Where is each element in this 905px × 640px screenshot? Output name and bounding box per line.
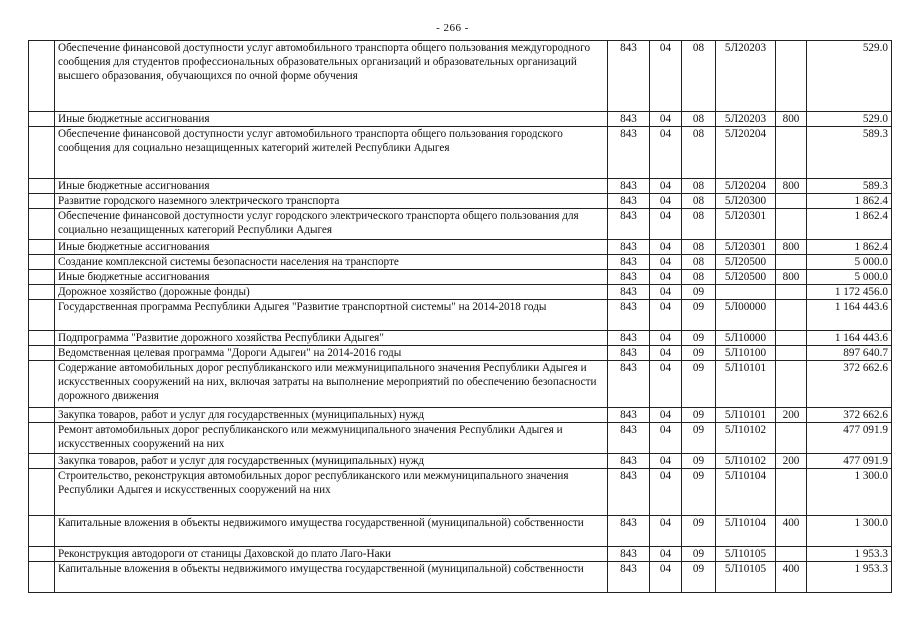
row-name-cell: Создание комплексной системы безопасности населения на транспорте	[55, 255, 608, 270]
row-name-cell: Иные бюджетные ассигнования	[55, 270, 608, 285]
row-expense-cell	[776, 255, 807, 270]
row-expense-cell	[776, 346, 807, 361]
row-article-cell: 5Л10105	[716, 547, 776, 562]
table-row	[29, 423, 892, 454]
row-subsection-cell: 08	[682, 240, 716, 255]
row-name-cell: Государственная программа Республики Адыгея "Развитие транспортной системы" на 2014-2018 годы	[55, 300, 608, 331]
row-expense-cell: 800	[776, 112, 807, 127]
row-amount-cell: 529.0	[807, 41, 892, 112]
table-row	[29, 41, 892, 112]
row-subsection-cell: 09	[682, 331, 716, 346]
row-blank-cell	[29, 41, 55, 112]
row-expense-cell	[776, 300, 807, 331]
row-name-cell: Иные бюджетные ассигнования	[55, 179, 608, 194]
row-article-cell: 5Л10101	[716, 408, 776, 423]
row-name-cell: Закупка товаров, работ и услуг для государственных (муниципальных) нужд	[55, 408, 608, 423]
row-subsection-cell: 08	[682, 209, 716, 240]
row-name-cell: Содержание автомобильных дорог республиканского или межмуниципального значения Республики Адыгея и искусственных сооружений на них, включая затраты на выполнение мероприятий по обеспечению безопасности дорожного движения	[55, 361, 608, 408]
row-subsection-cell: 09	[682, 454, 716, 469]
row-expense-cell	[776, 423, 807, 454]
row-section-cell: 04	[650, 331, 682, 346]
row-expense-cell	[776, 285, 807, 300]
row-code-cell: 843	[608, 112, 650, 127]
row-subsection-cell: 08	[682, 112, 716, 127]
table-row	[29, 194, 892, 209]
row-amount-cell: 1 862.4	[807, 194, 892, 209]
row-expense-cell: 400	[776, 562, 807, 593]
row-blank-cell	[29, 285, 55, 300]
row-section-cell: 04	[650, 361, 682, 408]
row-expense-cell: 800	[776, 270, 807, 285]
row-code-cell: 843	[608, 285, 650, 300]
table-row	[29, 469, 892, 516]
row-blank-cell	[29, 209, 55, 240]
row-article-cell: 5Л10105	[716, 562, 776, 593]
row-expense-cell	[776, 127, 807, 179]
row-blank-cell	[29, 423, 55, 454]
row-amount-cell: 477 091.9	[807, 423, 892, 454]
row-expense-cell	[776, 209, 807, 240]
row-subsection-cell: 09	[682, 562, 716, 593]
row-section-cell: 04	[650, 423, 682, 454]
row-article-cell: 5Л20203	[716, 112, 776, 127]
row-amount-cell: 1 300.0	[807, 469, 892, 516]
row-blank-cell	[29, 469, 55, 516]
row-section-cell: 04	[650, 255, 682, 270]
row-amount-cell: 589.3	[807, 179, 892, 194]
row-code-cell: 843	[608, 361, 650, 408]
row-section-cell: 04	[650, 41, 682, 112]
row-section-cell: 04	[650, 112, 682, 127]
row-name-cell: Капитальные вложения в объекты недвижимого имущества государственной (муниципальной) собственности	[55, 516, 608, 547]
table-row	[29, 255, 892, 270]
table-row	[29, 209, 892, 240]
page-number: - 266 -	[436, 22, 469, 34]
row-code-cell: 843	[608, 516, 650, 547]
row-amount-cell: 5 000.0	[807, 270, 892, 285]
row-blank-cell	[29, 255, 55, 270]
row-section-cell: 04	[650, 562, 682, 593]
row-expense-cell: 800	[776, 240, 807, 255]
row-subsection-cell: 09	[682, 516, 716, 547]
row-expense-cell	[776, 41, 807, 112]
table-row	[29, 112, 892, 127]
row-code-cell: 843	[608, 547, 650, 562]
row-article-cell: 5Л20500	[716, 270, 776, 285]
row-amount-cell: 897 640.7	[807, 346, 892, 361]
row-expense-cell	[776, 361, 807, 408]
row-blank-cell	[29, 112, 55, 127]
row-section-cell: 04	[650, 454, 682, 469]
row-subsection-cell: 09	[682, 300, 716, 331]
table-row	[29, 127, 892, 179]
row-amount-cell: 1 164 443.6	[807, 331, 892, 346]
row-amount-cell: 1 862.4	[807, 209, 892, 240]
row-amount-cell: 477 091.9	[807, 454, 892, 469]
row-section-cell: 04	[650, 179, 682, 194]
row-section-cell: 04	[650, 346, 682, 361]
row-code-cell: 843	[608, 255, 650, 270]
row-section-cell: 04	[650, 194, 682, 209]
row-blank-cell	[29, 562, 55, 593]
table-row	[29, 300, 892, 331]
row-article-cell: 5Л00000	[716, 300, 776, 331]
row-expense-cell: 200	[776, 408, 807, 423]
row-amount-cell: 1 862.4	[807, 240, 892, 255]
row-expense-cell: 200	[776, 454, 807, 469]
row-blank-cell	[29, 331, 55, 346]
row-blank-cell	[29, 454, 55, 469]
row-article-cell: 5Л20301	[716, 240, 776, 255]
table-row	[29, 240, 892, 255]
row-subsection-cell: 09	[682, 346, 716, 361]
row-section-cell: 04	[650, 547, 682, 562]
row-section-cell: 04	[650, 469, 682, 516]
row-blank-cell	[29, 179, 55, 194]
row-article-cell	[716, 285, 776, 300]
row-blank-cell	[29, 270, 55, 285]
row-name-cell: Закупка товаров, работ и услуг для государственных (муниципальных) нужд	[55, 454, 608, 469]
table-row	[29, 270, 892, 285]
row-article-cell: 5Л20301	[716, 209, 776, 240]
row-code-cell: 843	[608, 454, 650, 469]
row-blank-cell	[29, 240, 55, 255]
row-expense-cell: 800	[776, 179, 807, 194]
row-code-cell: 843	[608, 408, 650, 423]
table-row	[29, 547, 892, 562]
row-expense-cell: 400	[776, 516, 807, 547]
row-subsection-cell: 09	[682, 285, 716, 300]
table-row	[29, 562, 892, 593]
row-article-cell: 5Л20204	[716, 179, 776, 194]
row-subsection-cell: 08	[682, 41, 716, 112]
row-blank-cell	[29, 408, 55, 423]
table-row	[29, 454, 892, 469]
row-subsection-cell: 08	[682, 194, 716, 209]
row-code-cell: 843	[608, 562, 650, 593]
row-code-cell: 843	[608, 209, 650, 240]
row-code-cell: 843	[608, 331, 650, 346]
row-name-cell: Подпрограмма "Развитие дорожного хозяйства Республики Адыгея"	[55, 331, 608, 346]
row-subsection-cell: 08	[682, 179, 716, 194]
table-row	[29, 408, 892, 423]
row-name-cell: Ремонт автомобильных дорог республиканского или межмуниципального значения Республики Адыгея и искусственных сооружений на них	[55, 423, 608, 454]
table-row	[29, 361, 892, 408]
row-amount-cell: 1 172 456.0	[807, 285, 892, 300]
row-amount-cell: 1 953.3	[807, 562, 892, 593]
table-row	[29, 179, 892, 194]
table-row	[29, 516, 892, 547]
row-name-cell: Реконструкция автодороги от станицы Даховской до плато Лаго-Наки	[55, 547, 608, 562]
row-name-cell: Ведомственная целевая программа "Дороги Адыгеи" на 2014-2016 годы	[55, 346, 608, 361]
row-blank-cell	[29, 300, 55, 331]
row-code-cell: 843	[608, 423, 650, 454]
row-blank-cell	[29, 194, 55, 209]
table-row	[29, 346, 892, 361]
row-name-cell: Капитальные вложения в объекты недвижимого имущества государственной (муниципальной) собственности	[55, 562, 608, 593]
row-subsection-cell: 08	[682, 127, 716, 179]
row-section-cell: 04	[650, 240, 682, 255]
row-code-cell: 843	[608, 41, 650, 112]
row-section-cell: 04	[650, 270, 682, 285]
row-section-cell: 04	[650, 127, 682, 179]
row-code-cell: 843	[608, 346, 650, 361]
row-name-cell: Обеспечение финансовой доступности услуг автомобильного транспорта общего пользования междугородного сообщения для студентов профессиональных образовательных организаций и образовательных организаций высшего образования, обучающихся по очной форме обучения	[55, 41, 608, 112]
row-blank-cell	[29, 346, 55, 361]
row-code-cell: 843	[608, 194, 650, 209]
row-article-cell: 5Л20203	[716, 41, 776, 112]
budget-table-body	[29, 41, 892, 593]
row-subsection-cell: 08	[682, 270, 716, 285]
row-amount-cell: 372 662.6	[807, 361, 892, 408]
row-blank-cell	[29, 547, 55, 562]
row-article-cell: 5Л10104	[716, 469, 776, 516]
row-subsection-cell: 08	[682, 255, 716, 270]
row-article-cell: 5Л10102	[716, 454, 776, 469]
row-subsection-cell: 09	[682, 423, 716, 454]
row-blank-cell	[29, 516, 55, 547]
row-name-cell: Обеспечение финансовой доступности услуг автомобильного транспорта общего пользования городского сообщения для социально незащищенных категорий жителей Республики Адыгея	[55, 127, 608, 179]
row-subsection-cell: 09	[682, 469, 716, 516]
row-amount-cell: 589.3	[807, 127, 892, 179]
row-section-cell: 04	[650, 209, 682, 240]
row-name-cell: Иные бюджетные ассигнования	[55, 112, 608, 127]
table-row	[29, 331, 892, 346]
row-article-cell: 5Л10102	[716, 423, 776, 454]
row-amount-cell: 1 164 443.6	[807, 300, 892, 331]
row-blank-cell	[29, 361, 55, 408]
row-article-cell: 5Л10104	[716, 516, 776, 547]
budget-table	[28, 40, 892, 593]
row-article-cell: 5Л20204	[716, 127, 776, 179]
row-name-cell: Иные бюджетные ассигнования	[55, 240, 608, 255]
row-article-cell: 5Л10101	[716, 361, 776, 408]
row-subsection-cell: 09	[682, 547, 716, 562]
table-row	[29, 285, 892, 300]
row-section-cell: 04	[650, 516, 682, 547]
row-code-cell: 843	[608, 300, 650, 331]
row-section-cell: 04	[650, 300, 682, 331]
row-blank-cell	[29, 127, 55, 179]
row-amount-cell: 1 300.0	[807, 516, 892, 547]
row-article-cell: 5Л10100	[716, 346, 776, 361]
row-expense-cell	[776, 331, 807, 346]
row-code-cell: 843	[608, 127, 650, 179]
row-amount-cell: 529.0	[807, 112, 892, 127]
row-amount-cell: 1 953.3	[807, 547, 892, 562]
row-amount-cell: 5 000.0	[807, 255, 892, 270]
row-article-cell: 5Л20300	[716, 194, 776, 209]
row-subsection-cell: 09	[682, 408, 716, 423]
row-subsection-cell: 09	[682, 361, 716, 408]
row-expense-cell	[776, 469, 807, 516]
row-code-cell: 843	[608, 240, 650, 255]
row-amount-cell: 372 662.6	[807, 408, 892, 423]
row-code-cell: 843	[608, 179, 650, 194]
row-name-cell: Развитие городского наземного электрического транспорта	[55, 194, 608, 209]
row-expense-cell	[776, 194, 807, 209]
row-name-cell: Дорожное хозяйство (дорожные фонды)	[55, 285, 608, 300]
row-name-cell: Строительство, реконструкция автомобильных дорог республиканского или межмуниципального значения Республики Адыгея и искусственных сооружений на них	[55, 469, 608, 516]
row-name-cell: Обеспечение финансовой доступности услуг городского электрического транспорта общего пользования для социально незащищенных категорий Республики Адыгея	[55, 209, 608, 240]
row-expense-cell	[776, 547, 807, 562]
row-code-cell: 843	[608, 270, 650, 285]
row-section-cell: 04	[650, 408, 682, 423]
row-code-cell: 843	[608, 469, 650, 516]
row-article-cell: 5Л20500	[716, 255, 776, 270]
row-article-cell: 5Л10000	[716, 331, 776, 346]
row-section-cell: 04	[650, 285, 682, 300]
